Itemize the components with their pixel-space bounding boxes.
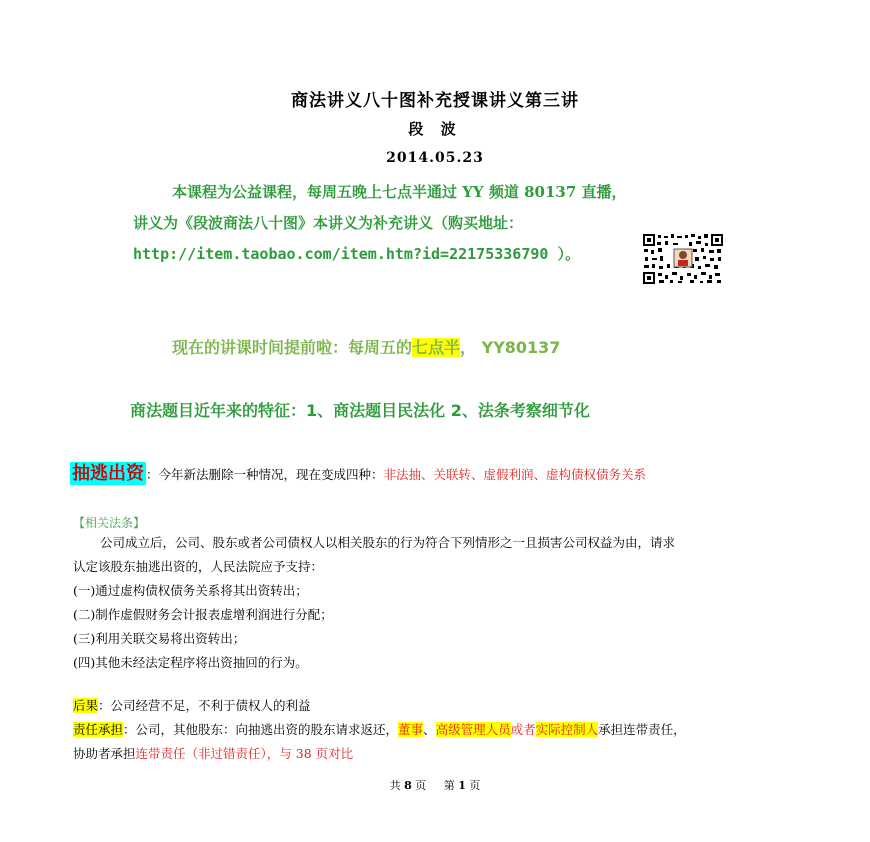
liability-row [73,718,686,742]
document-title: 商法讲义八十图补充授课讲义第三讲 [291,91,579,111]
law-item: (二)制作虚假财务会计报表虚增利润进行分配； [73,607,333,622]
liability-senior-management: 高级管理人员 [435,722,511,737]
liability-joint: 承担连带责任， [598,722,686,737]
liability-text: ：公司，其他股东：向抽逃出资的股东请求返还， [123,722,399,737]
law-paragraph-1: 公司成立后，公司、股东或者公司债权人以相关股东的行为符合下列情形之一且损害公司权益为由，请求 [100,535,676,550]
liability-controller: 实际控制人 [535,722,599,737]
section-intro: ：今年新法删除一种情况，现在变成四种： [146,467,384,482]
intro-url[interactable]: http://item.taobao.com/item.htm?id=22175336790 ）。 [133,245,580,263]
section-heading-row [70,459,646,485]
notice-suffix: ， YY80137 [460,338,561,357]
related-law-label: 【相关法条】 [73,516,146,530]
law-item: (三)利用关联交易将出资转出； [73,631,246,646]
notice-prefix: 现在的讲课时间提前啦：每周五的 [172,338,413,357]
liability-row-2 [73,742,353,766]
consequence-label: 后果 [73,698,99,713]
law-item: (四)其他未经法定程序将出资抽回的行为。 [73,655,308,670]
intro-line-2: 讲义为《段波商法八十图》本讲义为补充讲义（购买地址： [133,214,524,232]
lecture-date: 2014.05.23 [386,150,484,166]
total-pages: 8 [404,779,412,792]
exam-features: 商法题目近年来的特征：1、商法题目民法化 2、法条考察细节化 [130,401,590,420]
intro-line-1: 本课程为公益课程，每周五晚上七点半通过 YY 频道 80137 直播， [172,183,627,201]
helper-liability-red: 连带责任（非过错责任），与 38 页对比 [135,746,354,761]
page-number-suffix: 页 [465,779,481,792]
total-pages-suffix: 页 [411,779,427,792]
liability-sep: 、 [423,722,436,737]
consequence-row [73,694,311,718]
law-item: (一)通过虚构债权债务关系将其出资转出； [73,583,308,598]
qr-code-image [643,234,723,284]
author-name: 段 波 [408,120,462,138]
section-heading: 抽逃出资 [72,463,144,484]
total-pages-prefix: 共 [389,779,405,792]
page-number-prefix: 第 [443,779,459,792]
schedule-notice [172,335,560,358]
helper-liability-prefix: 协助者承担 [73,746,136,761]
page-footer [0,777,870,793]
section-four-types: 非法抽、关联转、虚假利润、虚构债权债务关系 [383,467,647,482]
law-paragraph-2: 认定该股东抽逃出资的，人民法院应予支持： [73,559,324,574]
consequence-text: ：公司经营不足，不利于债权人的利益 [98,698,311,713]
page-number: 1 [458,779,466,792]
liability-or: 或者 [510,722,536,737]
liability-director: 董事 [398,722,424,737]
notice-time-highlight: 七点半 [412,338,461,357]
liability-label: 责任承担 [73,722,124,737]
